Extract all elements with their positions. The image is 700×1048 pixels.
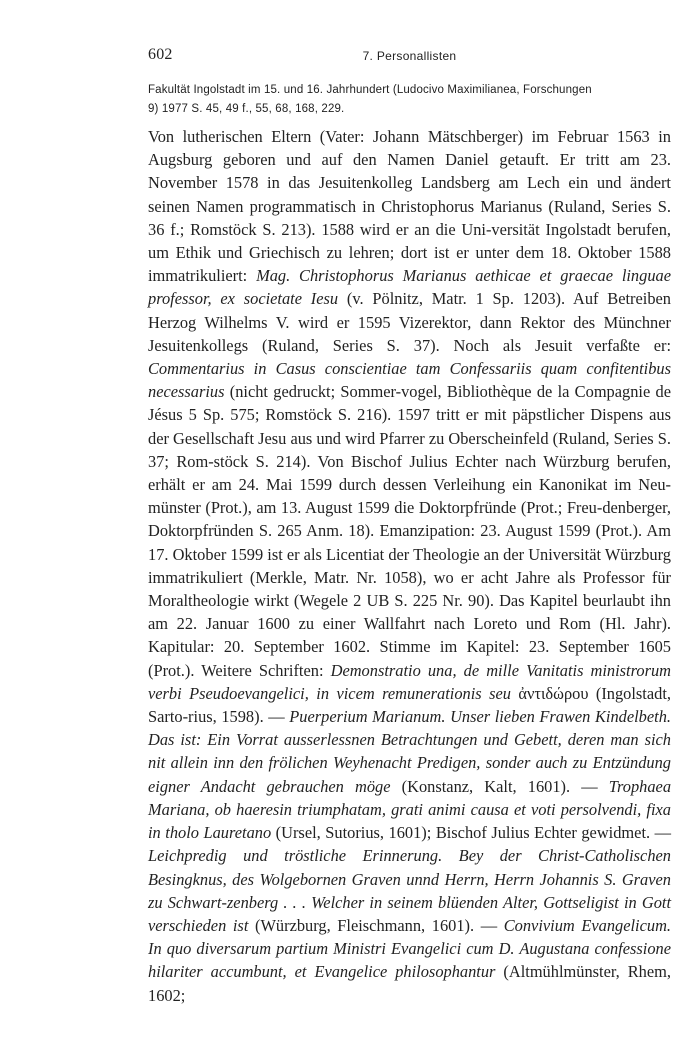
body-text: ἀντιδώρου (Ingolstadt, Sarto-rius, 1598). — [148, 683, 671, 727]
running-head: 7. Personallisten [362, 49, 457, 63]
body-text: (Konstanz, Kalt, 1601). — [390, 776, 609, 796]
work-title: Puerperium Marianum. Unser lieben Frawen Kindelbeth. Das ist: Ein Vorrat ausserlessnen Betrachtungen und Gebett, deren man sich nit allein inn den frölichen Weyhenacht Predigen, sonder auch zu Entzündung eigner Andacht gebrauchen möge [148, 707, 672, 796]
document-page [148, 46, 671, 1007]
work-title: Convivium Evangelicum. In quo diversarum partium Ministri Evangelici cum D. Augustana confessione hilariter accumbunt, et Evangelice philosophantur [148, 915, 672, 982]
work-title: Demonstratio una, de mille Vanitatis ministrorum verbi Pseudoevangelici, in vicem remunerationis seu [148, 660, 671, 703]
body-text: Von lutherischen Eltern (Vater: Johann Mätschberger) im Februar 1563 in Augsburg geboren und auf den Namen Daniel getauft. Er tritt am 23. November 1578 in das Jesuitenkolleg Landsberg am Lech ein und ändert seinen Namen programmatisch in Christophorus Marianus (Ruland, Series S. 36 f.; Romstöck S. 213). 1588 wird er an die Uni-versität Ingolstadt berufen, um Ethik und Griechisch zu lehren; dort ist er unter dem 18. Oktober 1588 immatrikuliert: [148, 127, 671, 286]
latin-quote: Mag. Christophorus Marianus aethicae et graecae linguae professor, ex societate Iesu [148, 266, 671, 309]
work-title: Commentarius in Casus conscientiae tam Confessariis quam confitentibus necessarius [148, 359, 671, 402]
work-title: Leichpredig und tröstliche Erinnerung. Bey der Christ-Catholischen Besingknus, des Wolgebornen Graven unnd Herrn, Herrn Johannis S. Graven zu Schwart-zenberg . . . Welcher in seinem blüenden Alter, Gottseligist in Gott verschieden ist [148, 846, 671, 935]
footnote-line: Fakultät Ingolstadt im 15. und 16. Jahrhundert (Ludocivo Maximilianea, Forschungen [148, 84, 592, 96]
body-text: (Ursel, Sutorius, 1601); Bischof Julius Echter gewidmet. — [271, 823, 671, 843]
work-title: Trophaea Mariana, ob haeresin triumphatam, grati animi causa et voti persolvendi, fixa in tholo Lauretano [148, 776, 672, 843]
footnote-continuation [148, 81, 671, 119]
page-header [148, 46, 671, 68]
page-number: 602 [148, 46, 173, 63]
biography-paragraph [148, 125, 671, 1007]
body-text: (Würzburg, Fleischmann, 1601). — [248, 915, 504, 935]
body-text: (Altmühlmünster, Rhem, 1602; [148, 962, 671, 1005]
body-text: (v. Pölnitz, Matr. 1 Sp. 1203). Auf Betreiben Herzog Wilhelms V. wird er 1595 Vizerektor, dann Rektor des Münchner Jesuitenkollegs (Ruland, Series S. 37). Noch als Jesuit verfaßte er: [148, 289, 671, 355]
body-text: (nicht gedruckt; Sommer-vogel, Bibliothèque de la Compagnie de Jésus 5 Sp. 575; Romstöck S. 216). 1597 tritt er mit päpstlicher Dispens aus der Gesellschaft Jesu aus und wird Pfarrer zu Oberscheinfeld (Ruland, Series S. 37; Rom-stöck S. 214). Von Bischof Julius Echter nach Würzburg berufen, erhält er am 24. Mai 1599 durch dessen Verleihung ein Kanonikat im Neu-münster (Prot.), am 13. August 1599 die Doktorpfründe (Prot.; Freu-denberger, Doktorpfründen S. 265 Anm. 18). Emanzipation: 23. August 1599 (Prot.). Am 17. Oktober 1599 ist er als Licentiat der Theologie an der Universität Würzburg immatrikuliert (Merkle, Matr. Nr. 1058), wo er acht Jahre als Professor für Moraltheologie wirkt (Wegele 2 UB S. 225 Nr. 90). Das Kapitel beurlaubt ihn am 22. Januar 1600 zu einer Wallfahrt nach Loreto und Rom (Hl. Jahr). Kapitular: 20. September 1602. Stimme im Kapitel: 23. September 1605 (Prot.). Weitere Schriften: [148, 382, 671, 680]
footnote-line: 9) 1977 S. 45, 49 f., 55, 68, 168, 229. [148, 103, 345, 115]
